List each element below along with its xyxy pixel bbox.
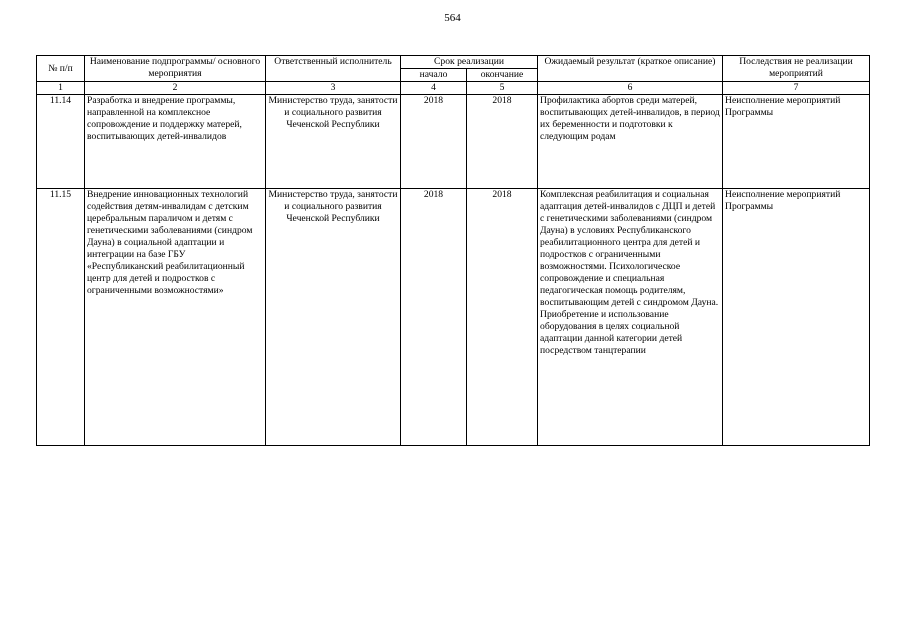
table-row xyxy=(37,95,870,189)
column-number: 4 xyxy=(401,82,467,95)
row-result: Комплексная реабилитация и социальная адаптация детей-инвалидов с ДЦП и детей с генетическими заболеваниями (синдром Дауна) в условиях Республиканского реабилитационного центра для детей и подростков с ограниченными возможностями. Психологическое сопровождение и специальная педагогическая помощь родителям, воспитывающим детей с синдромом Дауна. Приобретение и использование оборудования в целях социальной адаптации данной категории детей посредством танцтерапии xyxy=(538,189,723,446)
header-start: начало xyxy=(401,69,467,82)
header-period: Срок реализации xyxy=(401,56,538,69)
row-start: 2018 xyxy=(401,189,467,446)
column-number: 5 xyxy=(467,82,538,95)
table-row xyxy=(37,189,870,446)
row-num: 11.14 xyxy=(37,95,85,189)
column-number-row xyxy=(37,82,870,95)
page-number: 564 xyxy=(444,12,461,24)
header-name: Наименование подпрограммы/ основного мероприятия xyxy=(85,56,266,82)
row-executor: Министерство труда, занятости и социального развития Чеченской Республики xyxy=(266,189,401,446)
column-number: 2 xyxy=(85,82,266,95)
column-number: 7 xyxy=(723,82,870,95)
column-number: 3 xyxy=(266,82,401,95)
program-table xyxy=(36,55,870,446)
row-name: Внедрение инновационных технологий содействия детям-инвалидам с детским церебральным параличом и детям с генетическими заболеваниями (синдром Дауна) в социальной адаптации и интеграции на базе ГБУ «Республиканский реабилитационный центр для детей и подростков с ограниченными возможностями» xyxy=(85,189,266,446)
row-start: 2018 xyxy=(401,95,467,189)
row-end: 2018 xyxy=(467,189,538,446)
row-num: 11.15 xyxy=(37,189,85,446)
header-end: окончание xyxy=(467,69,538,82)
row-result: Профилактика абортов среди матерей, воспитывающих детей-инвалидов, в период их беременности и подготовки к следующим родам xyxy=(538,95,723,189)
row-executor: Министерство труда, занятости и социального развития Чеченской Республики xyxy=(266,95,401,189)
header-consequences: Последствия не реализации мероприятий xyxy=(723,56,870,82)
table-header-row xyxy=(37,56,870,69)
row-name: Разработка и внедрение программы, направленной на комплексное сопровождение и поддержку матерей, воспитывающих детей-инвалидов xyxy=(85,95,266,189)
row-consequences: Неисполнение мероприятий Программы xyxy=(723,95,870,189)
row-end: 2018 xyxy=(467,95,538,189)
column-number: 1 xyxy=(37,82,85,95)
column-number: 6 xyxy=(538,82,723,95)
header-executor: Ответственный исполнитель xyxy=(266,56,401,82)
header-result: Ожидаемый результат (краткое описание) xyxy=(538,56,723,82)
row-consequences: Неисполнение мероприятий Программы xyxy=(723,189,870,446)
header-num: № п/п xyxy=(37,56,85,82)
